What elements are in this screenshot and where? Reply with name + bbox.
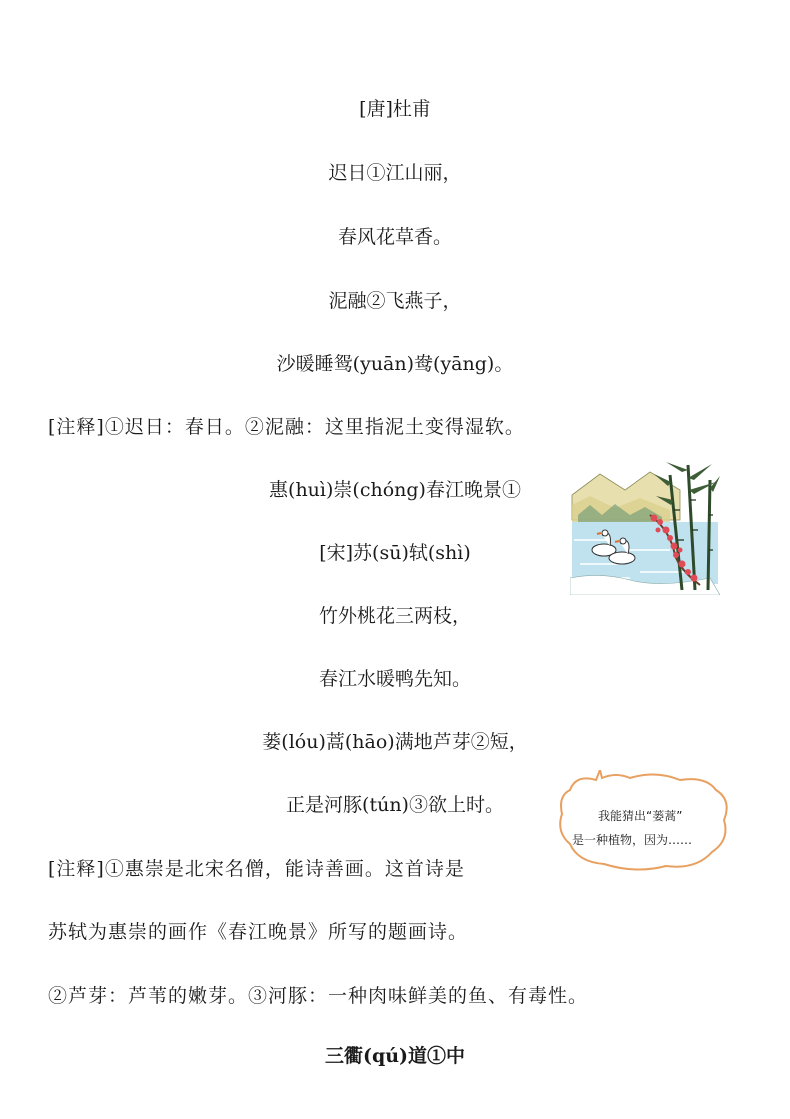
poem2-line-3: 蒌(lóu)蒿(hāo)满地芦芽②短， <box>262 731 528 753</box>
poem2-title: 惠(huì)崇(chóng)春江晚景① <box>269 479 521 501</box>
poem3-title: 三衢(qú)道①中 <box>324 1045 466 1067</box>
poem1-author: [唐]杜甫 <box>359 98 431 120</box>
poem2-line-4: 正是河豚(tún)③欲上时。 <box>286 794 504 816</box>
poem2-author: [宋]苏(sū)轼(shì) <box>319 542 471 564</box>
poem1-note: [注释]①迟日：春日。②泥融：这里指泥土变得湿软。 <box>48 416 525 438</box>
spring-river-illustration <box>570 460 720 595</box>
speech-bubble-line-2: 是一种植物，因为…… <box>572 833 693 847</box>
poem1-line-2: 春风花草香。 <box>337 226 452 248</box>
poem2-line-2: 春江水暖鸭先知。 <box>318 668 471 690</box>
poem1-line-3: 泥融②飞燕子， <box>328 290 462 312</box>
speech-bubble-line-1: 我能猜出“蒌蒿” <box>598 809 683 823</box>
poem2-note-line-3: ②芦芽：芦苇的嫩芽。③河豚：一种肉味鲜美的鱼、有毒性。 <box>48 985 589 1007</box>
poem2-note-line-2: 苏轼为惠崇的画作《春江晚景》所写的题画诗。 <box>48 921 469 943</box>
poem2-note-line-1: [注释]①惠崇是北宋名僧，能诗善画。这首诗是 <box>48 858 465 880</box>
poem1-line-4: 沙暖睡鸳(yuān)鸯(yāng)。 <box>276 353 514 375</box>
poem2-line-1: 竹外桃花三两枝， <box>318 605 471 627</box>
poem1-line-1: 迟日①江山丽， <box>328 162 462 184</box>
